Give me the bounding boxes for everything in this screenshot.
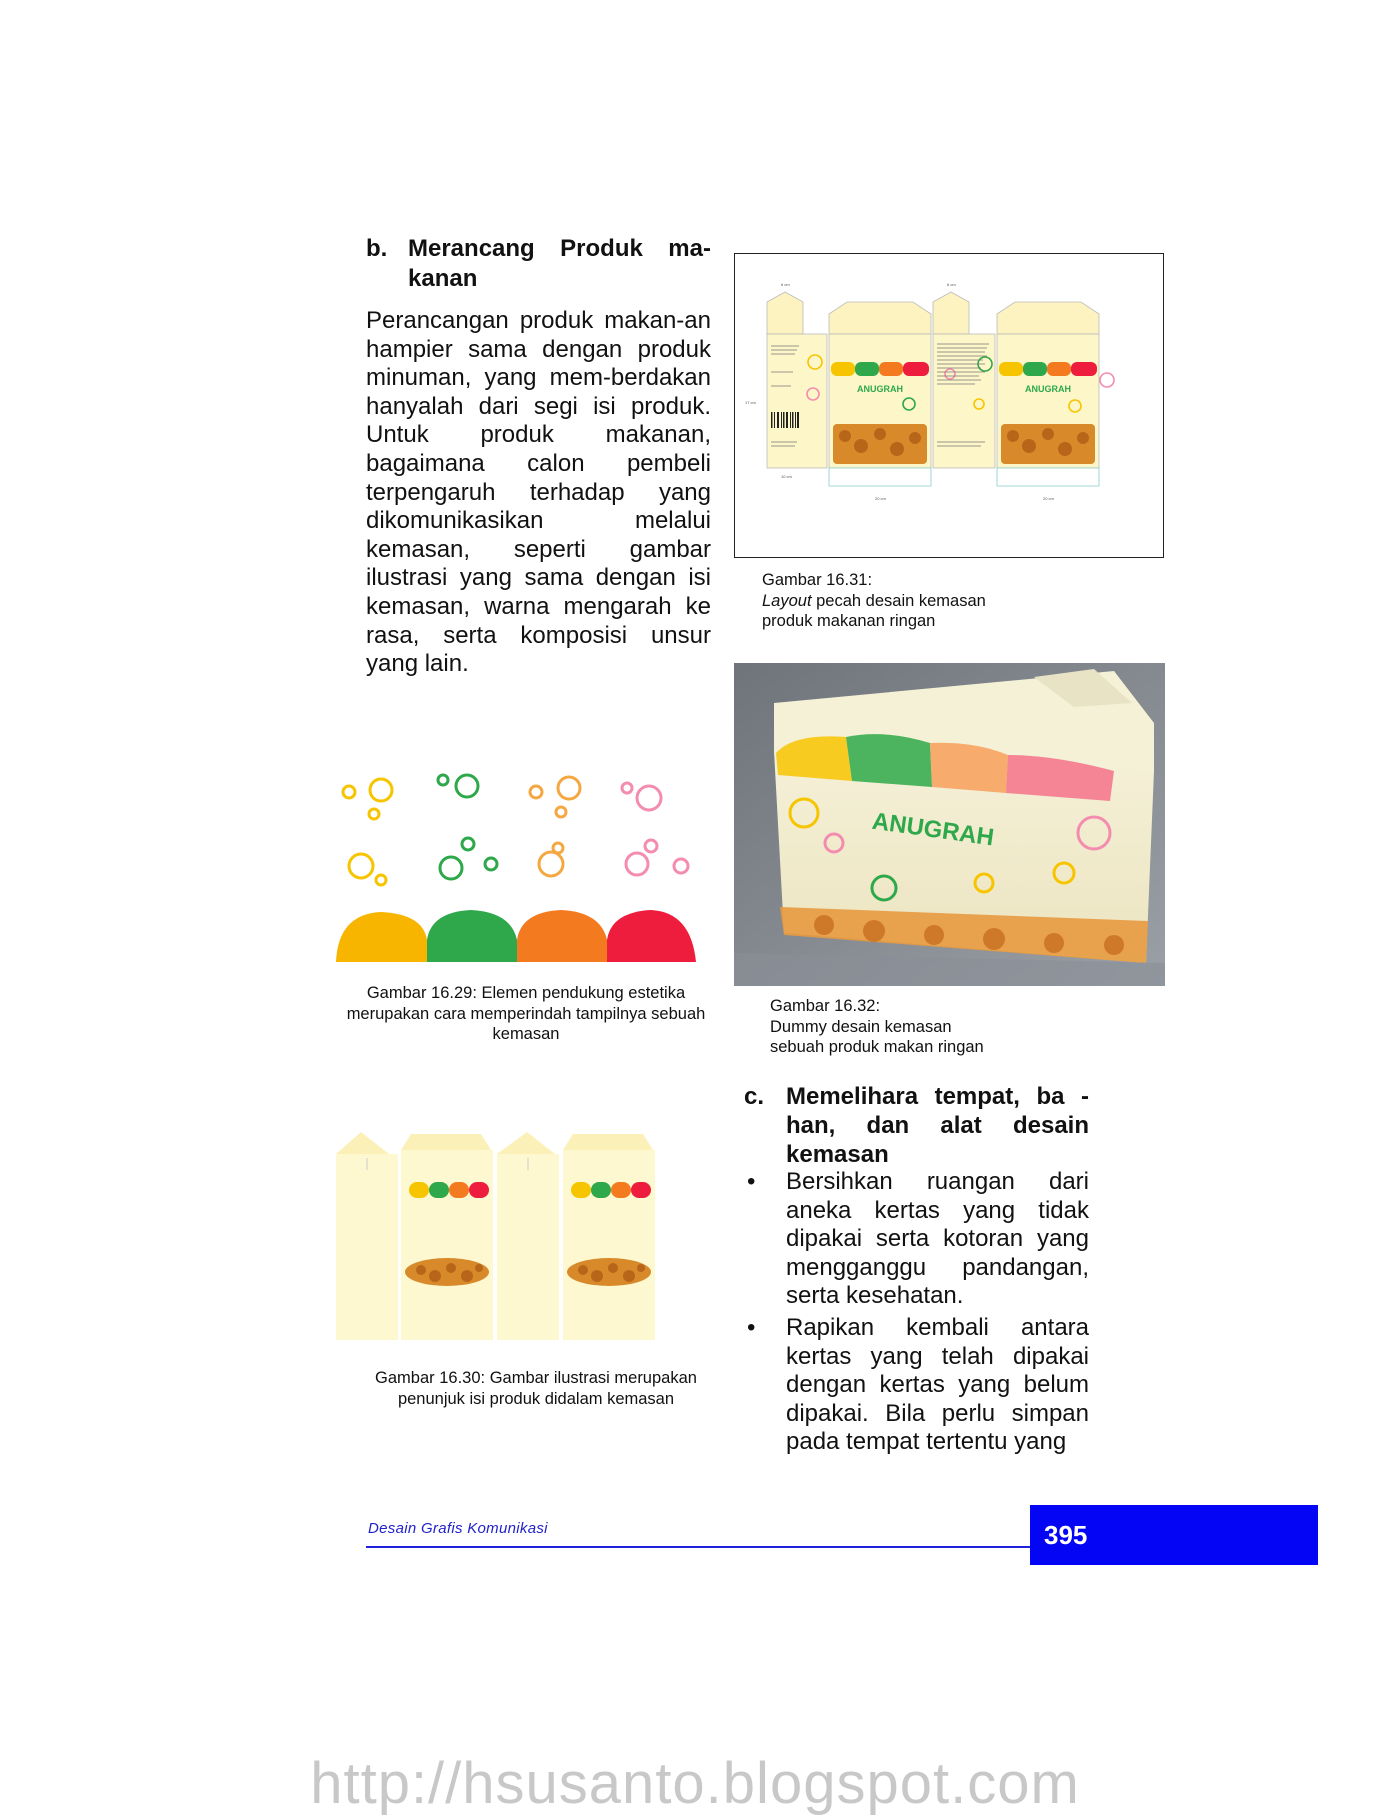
svg-text:ANUGRAH: ANUGRAH: [870, 807, 996, 852]
svg-text:10 cm: 10 cm: [781, 474, 792, 479]
svg-text:20 cm: 20 cm: [1043, 496, 1054, 501]
figure-16-32-caption-line2: Dummy desain kemasan: [770, 1017, 952, 1036]
aesthetic-elements-image: [331, 752, 726, 970]
section-c-heading: [744, 1082, 1089, 1169]
figure-16-29-caption: Gambar 16.29: Elemen pendukung estetika merupakan cara memperindah tampilnya sebuah kemasan: [346, 984, 706, 1043]
figure-16-32-caption-line3: sebuah produk makan ringan: [770, 1038, 984, 1056]
figure-16-32-photo: [734, 663, 1165, 986]
section-c-title: Memelihara tempat, ba - han, dan alat desain kemasan: [786, 1083, 1089, 1168]
caption-line2-rest: pecah desain kemasan: [811, 591, 986, 610]
watermark-url: http://hsusanto.blogspot.com: [310, 1751, 1080, 1816]
figure-16-31-caption: [762, 570, 1122, 632]
svg-text:17 cm: 17 cm: [745, 400, 756, 405]
svg-text:20 cm: 20 cm: [875, 496, 886, 501]
footer-divider: [366, 1546, 1030, 1548]
figure-16-30-illustration: [331, 1112, 726, 1342]
figure-16-31-caption-line2: [762, 591, 1122, 612]
packaging-layout-image: [735, 254, 1162, 556]
figure-16-31-caption-line1: Gambar 16.31:: [762, 571, 873, 589]
section-b-heading: [366, 234, 711, 294]
caption-italic-word: Layout: [762, 591, 812, 610]
maintenance-bullet-list: [744, 1168, 1089, 1460]
bullet-text: Rapikan kembali antara kertas yang telah dipakai dengan kertas yang belum dipakai. Bila perlu simpan pada tempat tertentu yang: [786, 1313, 1089, 1456]
section-b-paragraph: Perancangan produk makan-an hampier sama dengan produk minuman, yang mem-berdakan hanyalah dari segi isi produk. Untuk produk makanan, bagaimana calon pembeli terpengaruh terhadap yang dikomunikasikan melalui kemasan, seperti gambar ilustrasi yang sama dengan isi kemasan, warna mengarah ke rasa, serta komposisi unsur yang lain.: [366, 307, 711, 678]
section-b-title: Merancang Produk ma-kanan: [408, 235, 711, 292]
packaging-dummy-photo: [734, 663, 1165, 986]
svg-text:ANUGRAH: ANUGRAH: [857, 384, 903, 394]
figure-16-32-caption-line1: Gambar 16.32:: [770, 997, 881, 1015]
running-footer-title: Desain Grafis Komunikasi: [368, 1520, 548, 1537]
bullet-text: Bersihkan ruangan dari aneka kertas yang tidak dipakai serta kotoran yang mengganggu pandangan, serta kesehatan.: [786, 1168, 1089, 1310]
page-number: 395: [1030, 1505, 1318, 1565]
product-illustration-image: [331, 1112, 726, 1342]
bullet-dot: •: [747, 1168, 756, 1195]
figure-16-29-elements: [331, 752, 726, 970]
svg-text:ANUGRAH: ANUGRAH: [1025, 384, 1071, 394]
svg-text:6 cm: 6 cm: [947, 282, 956, 287]
figure-16-32-caption: [770, 996, 1130, 1058]
list-item: [744, 1168, 1089, 1311]
section-c-letter: c.: [744, 1083, 765, 1110]
list-item: [744, 1314, 1089, 1457]
svg-text:6 cm: 6 cm: [781, 282, 790, 287]
figure-16-31-caption-line3: produk makanan ringan: [762, 612, 936, 630]
figure-16-31-layout: [734, 253, 1164, 558]
figure-16-30-caption: Gambar 16.30: Gambar ilustrasi merupakan penunjuk isi produk didalam kemasan: [375, 1369, 697, 1408]
bullet-dot: •: [747, 1313, 756, 1341]
section-b-letter: b.: [366, 235, 388, 262]
